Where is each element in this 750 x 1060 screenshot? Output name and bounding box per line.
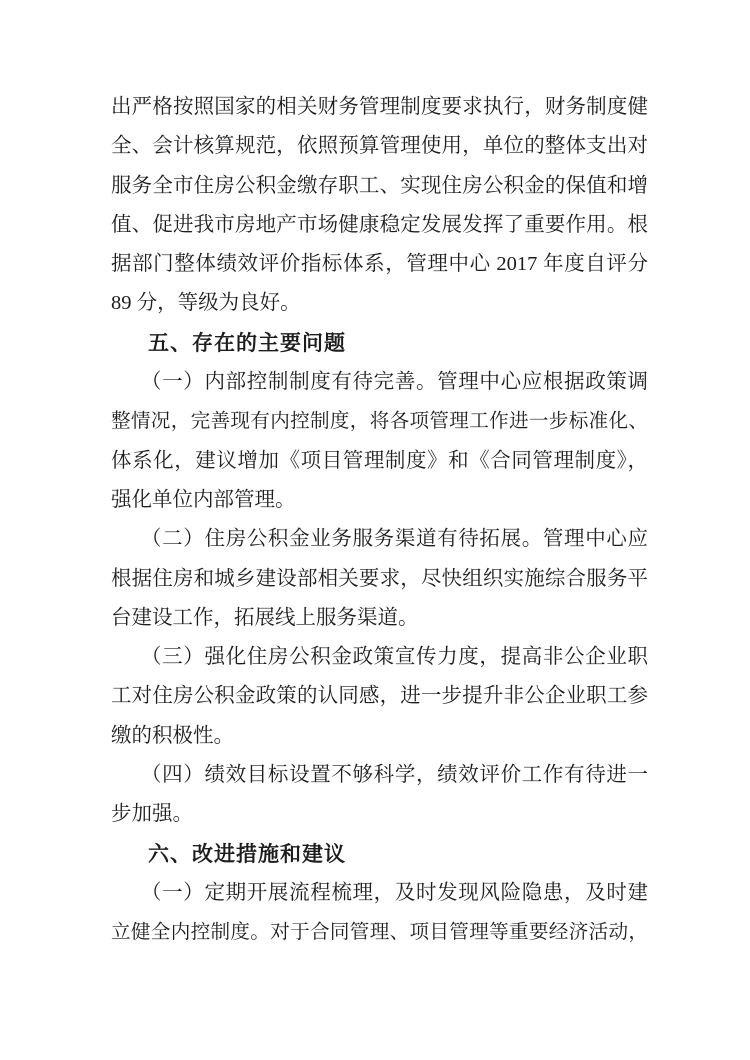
text-line: （四）绩效目标设置不够科学，绩效评价工作有待进一 [141,764,648,787]
text-line: 步加强。 [111,803,193,826]
text-line: 值、促进我市房地产市场健康稳定发展发挥了重要作用。根 [111,213,648,236]
text-line: 服务全市住房公积金缴存职工、实现住房公积金的保值和增 [111,174,648,197]
text-line: 整情况，完善现有内控制度，将各项管理工作进一步标准化、 [111,411,648,433]
text-line: 出严格按照国家的相关财务管理制度要求执行，财务制度健 [111,96,648,118]
text-line: （二）住房公积金业务服务渠道有待拓展。管理中心应 [141,528,648,551]
text-column [111,88,648,953]
text-line: （一）内部控制制度有待完善。管理中心应根据政策调 [141,371,648,394]
text-line: 工对住房公积金政策的认同感，进一步提升非公企业职工参 [111,685,648,708]
text-line: 体系化，建议增加《项目管理制度》和《合同管理制度》， [111,449,648,472]
text-line: （三）强化住房公积金政策宣传力度，提高非公企业职 [141,646,648,669]
section-heading: 五、存在的主要问题 [148,331,346,355]
text-line: 台建设工作，拓展线上服务渠道。 [111,606,419,629]
text-line: 根据住房和城乡建设部相关要求，尽快组织实施综合服务平 [111,567,648,590]
text-line: 全、会计核算规范，依照预算管理使用，单位的整体支出对 [111,135,648,158]
text-line: （一）定期开展流程梳理，及时发现风险隐患，及时建 [141,881,648,904]
section-heading: 六、改进措施和建议 [148,842,346,866]
text-line: 89 分，等级为良好。 [111,292,301,315]
text-line: 据部门整体绩效评价指标体系，管理中心 2017 年度自评分 [111,253,648,276]
text-line: 强化单位内部管理。 [111,488,296,511]
text-line: 缴的积极性。 [111,724,234,747]
text-line: 立健全内控制度。对于合同管理、项目管理等重要经济活动， [111,922,648,944]
